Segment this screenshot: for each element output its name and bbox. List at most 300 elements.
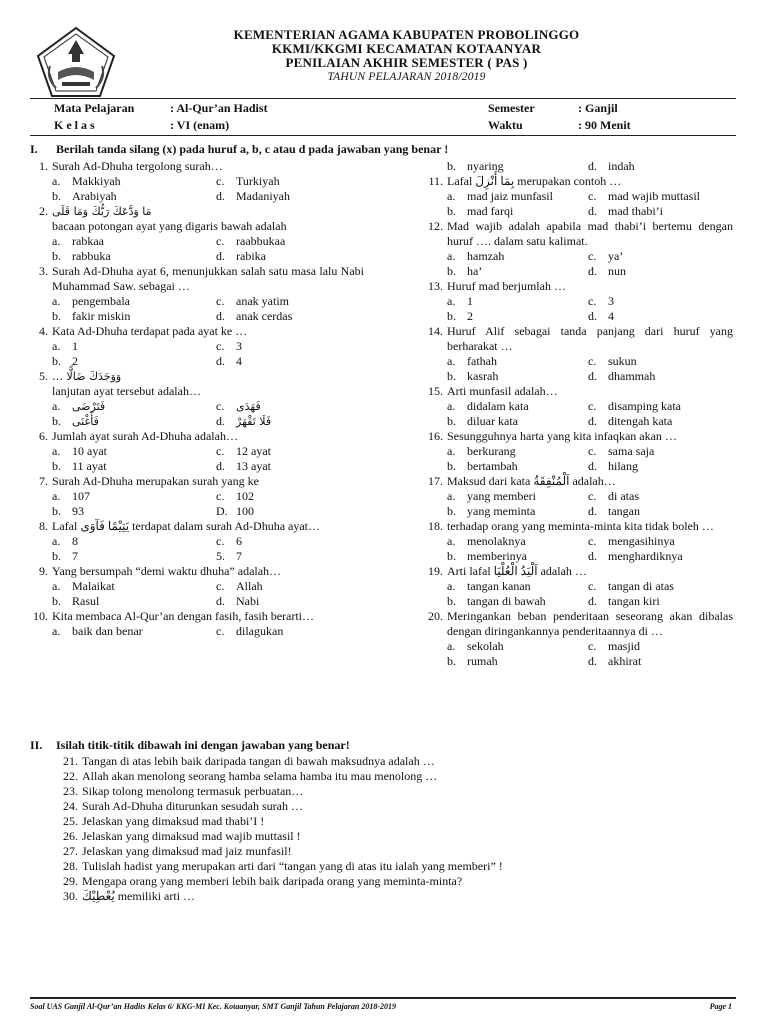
answer-options-row xyxy=(425,489,733,504)
section-1-title: Berilah tanda silang (x) pada huruf a, b, c atau d pada jawaban yang benar ! xyxy=(56,142,449,156)
question xyxy=(30,369,364,399)
option-letter: b. xyxy=(52,354,61,368)
answer-options-row xyxy=(30,459,364,474)
question xyxy=(30,324,364,339)
question xyxy=(30,204,364,234)
option-letter: a. xyxy=(447,639,456,653)
arabic-verse: … وَوَجَدَكَ ضَالًّا xyxy=(52,370,122,383)
option-letter: b. xyxy=(447,264,456,278)
question xyxy=(425,219,733,249)
option-letter: a. xyxy=(447,189,456,203)
option-letter: b. xyxy=(52,504,61,518)
option-letter: d. xyxy=(216,414,225,428)
option-letter: a. xyxy=(52,534,61,548)
option-letter: d. xyxy=(216,459,225,473)
option-letter: a. xyxy=(447,249,456,263)
question-number: 27. xyxy=(63,844,78,858)
option-text: Turkiyah xyxy=(236,174,280,188)
essay-question xyxy=(30,754,503,769)
option-text: memberinya xyxy=(467,549,527,563)
option-letter: d. xyxy=(588,204,597,218)
option-letter: a. xyxy=(52,234,61,248)
option-text: anak cerdas xyxy=(236,309,293,323)
semester-label: Semester xyxy=(488,101,535,115)
question-text: Surah Ad-Dhuha ayat 6, menunjukkan salah satu masa lalu Nabi Muhammad Saw. sebagai … xyxy=(52,264,364,293)
option-letter: b. xyxy=(447,504,456,518)
option-letter: c. xyxy=(588,249,597,263)
essay-question xyxy=(30,889,503,904)
question xyxy=(30,474,364,489)
option-letter: c. xyxy=(588,489,597,503)
option-letter: c. xyxy=(216,624,225,638)
option-letter: d. xyxy=(588,309,597,323)
option-text: Makkiyah xyxy=(72,174,121,188)
subject-label: Mata Pelajaran xyxy=(54,101,135,115)
essay-question xyxy=(30,814,503,829)
answer-options-row xyxy=(425,369,733,384)
essay-question xyxy=(30,769,503,784)
option-text: berkurang xyxy=(467,444,516,458)
option-letter: d. xyxy=(588,264,597,278)
option-letter: c. xyxy=(588,444,597,458)
answer-options-row xyxy=(30,504,364,519)
questions-right-column xyxy=(425,159,733,669)
option-text: yang meminta xyxy=(467,504,536,518)
option-letter: b. xyxy=(52,309,61,323)
option-letter: a. xyxy=(447,354,456,368)
question-text: Huruf Alif sebagai tanda panjang dari huruf yang berharakat … xyxy=(447,324,733,353)
option-text: 2 xyxy=(467,309,473,323)
question xyxy=(30,564,364,579)
answer-options-row xyxy=(425,534,733,549)
option-text: tangan kanan xyxy=(467,579,531,593)
answer-options-row xyxy=(425,354,733,369)
question-text: Meringankan beban penderitaan seseorang akan dibalas dengan diringankannya penderitaannya di … xyxy=(447,609,733,638)
answer-options-row xyxy=(30,354,364,369)
question xyxy=(425,324,733,354)
question-text: Jelaskan yang dimaksud mad thabi’I ! xyxy=(82,814,265,828)
option-text: 10 ayat xyxy=(72,444,107,458)
option-text: indah xyxy=(608,159,635,173)
option-letter: c. xyxy=(588,639,597,653)
option-text: baik dan benar xyxy=(72,624,143,638)
question-text: Mad wajib adalah apabila mad thabi’i bertemu dengan huruf …. dalam satu kalimat. xyxy=(447,219,733,248)
question-number: 5. xyxy=(39,369,48,383)
option-text: mad jaiz munfasil xyxy=(467,189,553,203)
questions-left-column xyxy=(30,159,364,639)
essay-question xyxy=(30,859,503,874)
option-letter: b. xyxy=(447,654,456,668)
answer-options-row xyxy=(30,444,364,459)
option-text: sama saja xyxy=(608,444,655,458)
option-letter: a. xyxy=(52,294,61,308)
option-text: Madaniyah xyxy=(236,189,290,203)
option-letter: c. xyxy=(216,444,225,458)
answer-options-row xyxy=(425,549,733,564)
option-letter: c. xyxy=(216,234,225,248)
option-text: 102 xyxy=(236,489,254,503)
answer-options-row xyxy=(425,654,733,669)
option-text: yang memberi xyxy=(467,489,536,503)
subject-value: : Al-Qur’an Hadist xyxy=(170,101,268,115)
answer-options-row xyxy=(425,579,733,594)
option-text: ditengah kata xyxy=(608,414,673,428)
option-letter: a. xyxy=(52,579,61,593)
exam-header xyxy=(0,28,768,84)
option-text: tangan di bawah xyxy=(467,594,546,608)
header-line-exam: PENILAIAN AKHIR SEMESTER ( PAS ) xyxy=(285,55,528,70)
option-letter: 5. xyxy=(216,549,225,563)
answer-options-row xyxy=(30,309,364,324)
question-text: Lafal بِمَا أَنْزِلَ merupakan contoh … xyxy=(447,174,622,188)
option-text: فَأَغْنَى xyxy=(72,415,99,428)
question-text: Arti lafal اَلْيَدُ الْعُلْيَا adalah … xyxy=(447,564,587,578)
question-text: Tulislah hadist yang merupakan arti dari “tangan yang di atas itu ialah yang memberi” ! xyxy=(82,859,503,873)
question-number: 1. xyxy=(39,159,48,173)
question xyxy=(425,519,733,534)
answer-options-row xyxy=(425,309,733,324)
question-number: 12. xyxy=(428,219,443,233)
essay-question xyxy=(30,829,503,844)
option-text: 93 xyxy=(72,504,84,518)
option-text: sekolah xyxy=(467,639,504,653)
option-letter: a. xyxy=(52,174,61,188)
option-letter: d. xyxy=(588,159,597,173)
option-letter: c. xyxy=(588,354,597,368)
option-text: 6 xyxy=(236,534,242,548)
option-text: di atas xyxy=(608,489,639,503)
header-line-ministry: KEMENTERIAN AGAMA KABUPATEN PROBOLINGGO xyxy=(233,27,580,42)
option-letter: b. xyxy=(447,459,456,473)
answer-options-row xyxy=(425,594,733,609)
answer-options-row xyxy=(30,489,364,504)
question-number: 24. xyxy=(63,799,78,813)
question-text: Kita membaca Al-Qur’an dengan fasih, fasih berarti… xyxy=(52,609,315,623)
option-text: fathah xyxy=(467,354,497,368)
answer-options-row xyxy=(30,549,364,564)
option-letter: b. xyxy=(52,189,61,203)
option-letter: b. xyxy=(447,204,456,218)
option-letter: c. xyxy=(588,399,597,413)
question xyxy=(425,384,733,399)
option-text: tangan di atas xyxy=(608,579,674,593)
answer-options-row xyxy=(425,459,733,474)
option-letter: a. xyxy=(52,624,61,638)
option-letter: d. xyxy=(588,594,597,608)
option-letter: a. xyxy=(447,489,456,503)
option-text: nun xyxy=(608,264,626,278)
option-text: mad thabi’i xyxy=(608,204,663,218)
option-text: Rasul xyxy=(72,594,100,608)
option-text: ya’ xyxy=(608,249,624,263)
option-text: 100 xyxy=(236,504,254,518)
time-label: Waktu xyxy=(488,118,523,132)
class-value: : VI (enam) xyxy=(170,118,230,132)
answer-options-row xyxy=(425,414,733,429)
answer-options-row xyxy=(425,294,733,309)
option-text: rabika xyxy=(236,249,266,263)
option-text: 4 xyxy=(608,309,614,323)
question-number: 13. xyxy=(428,279,443,293)
question xyxy=(30,519,364,534)
option-letter: a. xyxy=(447,294,456,308)
option-text: didalam kata xyxy=(467,399,529,413)
option-text: raabbukaa xyxy=(236,234,286,248)
option-text: dilagukan xyxy=(236,624,284,638)
option-text: 13 ayat xyxy=(236,459,271,473)
option-letter: d. xyxy=(216,189,225,203)
meta-divider xyxy=(30,135,736,136)
section-2-number: II. xyxy=(30,738,43,752)
option-letter: a. xyxy=(447,534,456,548)
option-text: 4 xyxy=(236,354,242,368)
option-letter: c. xyxy=(216,339,225,353)
option-letter: d. xyxy=(216,249,225,263)
question xyxy=(30,609,364,624)
option-letter: d. xyxy=(216,594,225,608)
question-number: 15. xyxy=(428,384,443,398)
question-text: Surah Ad-Dhuha tergolong surah… xyxy=(52,159,223,173)
question-number: 18. xyxy=(428,519,443,533)
question-text: lanjutan ayat tersebut adalah… xyxy=(52,384,201,398)
question-number: 6. xyxy=(39,429,48,443)
question xyxy=(425,474,733,489)
option-letter: c. xyxy=(588,534,597,548)
option-text: masjid xyxy=(608,639,640,653)
question xyxy=(30,264,364,294)
question-number: 10. xyxy=(33,609,48,623)
option-letter: c. xyxy=(216,294,225,308)
question-number: 8. xyxy=(39,519,48,533)
question-text: Sikap tolong menolong termasuk perbuatan… xyxy=(82,784,304,798)
option-letter: b. xyxy=(447,309,456,323)
option-letter: d. xyxy=(588,549,597,563)
option-text: fakir miskin xyxy=(72,309,131,323)
question-number: 16. xyxy=(428,429,443,443)
option-text: hamzah xyxy=(467,249,505,263)
option-text: 3 xyxy=(608,294,614,308)
question-text: Kata Ad-Dhuha terdapat pada ayat ke … xyxy=(52,324,248,338)
option-letter: b. xyxy=(447,594,456,608)
option-letter: c. xyxy=(588,579,597,593)
option-letter: b. xyxy=(447,369,456,383)
option-letter: d. xyxy=(588,459,597,473)
question-number: 9. xyxy=(39,564,48,578)
option-text: kasrah xyxy=(467,369,499,383)
option-letter: a. xyxy=(447,399,456,413)
option-letter: c. xyxy=(216,579,225,593)
option-text: 11 ayat xyxy=(72,459,107,473)
answer-options-row xyxy=(425,504,733,519)
answer-options-row xyxy=(30,579,364,594)
option-text: hilang xyxy=(608,459,638,473)
option-text: menghardiknya xyxy=(608,549,683,563)
question-number: 26. xyxy=(63,829,78,843)
option-letter: c. xyxy=(588,189,597,203)
question-text: Jelaskan yang dimaksud mad wajib muttasil ! xyxy=(82,829,301,843)
answer-options-row xyxy=(425,264,733,279)
question-number: 7. xyxy=(39,474,48,488)
essay-question xyxy=(30,799,503,814)
section-1-number: I. xyxy=(30,142,38,156)
option-text: bertambah xyxy=(467,459,518,473)
question xyxy=(425,174,733,189)
question-text: bacaan potongan ayat yang digaris bawah adalah xyxy=(52,219,287,233)
option-text: ha’ xyxy=(467,264,483,278)
time-value: : 90 Menit xyxy=(578,118,631,132)
question-text: Surah Ad-Dhuha merupakan surah yang ke xyxy=(52,474,259,488)
option-text: pengembala xyxy=(72,294,130,308)
footer-text: Soal UAS Ganjil Al-Qur’an Hadits Kelas 6/ KKG-MI Kec. Kotaanyar, SMT Ganjil Tahun Pelajaran 2018-2019 xyxy=(30,1002,396,1011)
question-text: Sesungguhnya harta yang kita infaqkan akan … xyxy=(447,429,677,443)
question xyxy=(425,279,733,294)
option-text: akhirat xyxy=(608,654,642,668)
option-letter: d. xyxy=(588,369,597,383)
answer-options-row xyxy=(425,399,733,414)
option-letter: d. xyxy=(216,354,225,368)
option-text: 12 ayat xyxy=(236,444,271,458)
option-text: menolaknya xyxy=(467,534,526,548)
option-text: dhammah xyxy=(608,369,656,383)
question-number: 3. xyxy=(39,264,48,278)
question xyxy=(425,564,733,579)
page-number: Page 1 xyxy=(709,1002,732,1011)
option-letter: b. xyxy=(447,549,456,563)
option-text: 8 xyxy=(72,534,78,548)
option-text: Allah xyxy=(236,579,263,593)
question-text: Huruf mad berjumlah … xyxy=(447,279,566,293)
answer-options-row xyxy=(425,204,733,219)
option-text: Malaikat xyxy=(72,579,115,593)
option-letter: d. xyxy=(588,414,597,428)
option-text: nyaring xyxy=(467,159,504,173)
option-letter: a. xyxy=(52,399,61,413)
answer-options-row xyxy=(30,534,364,549)
question-text: Jelaskan yang dimaksud mad jaiz munfasil! xyxy=(82,844,292,858)
question-number: 17. xyxy=(428,474,443,488)
option-letter: b. xyxy=(52,414,61,428)
option-letter: c. xyxy=(216,489,225,503)
question-text: terhadap orang yang meminta-minta kita tidak boleh … xyxy=(447,519,714,533)
section-2-title: Isilah titik-titik dibawah ini dengan jawaban yang benar! xyxy=(56,738,350,752)
essay-question xyxy=(30,874,503,889)
semester-value: : Ganjil xyxy=(578,101,618,115)
option-text: 1 xyxy=(72,339,78,353)
option-text: mad wajib muttasil xyxy=(608,189,700,203)
option-letter: a. xyxy=(447,579,456,593)
essay-questions xyxy=(30,754,503,904)
essay-question xyxy=(30,784,503,799)
option-text: disamping kata xyxy=(608,399,681,413)
option-letter: c. xyxy=(588,294,597,308)
question-text: Lafal يَتِيْمًا فَآوَى terdapat dalam surah Ad-Dhuha ayat… xyxy=(52,519,321,533)
question-text: Yang bersumpah “demi waktu dhuha” adalah… xyxy=(52,564,282,578)
answer-options-row xyxy=(30,399,364,414)
option-text: anak yatim xyxy=(236,294,289,308)
answer-options-row xyxy=(30,624,364,639)
question xyxy=(425,609,733,639)
answer-options-row xyxy=(30,189,364,204)
question-number: 4. xyxy=(39,324,48,338)
essay-question xyxy=(30,844,503,859)
question-text: Maksud dari kata اَلْمُنْفِقَةُ adalah… xyxy=(447,474,616,488)
question-text: Allah akan menolong seorang hamba selama hamba itu mau menolong … xyxy=(82,769,438,783)
answer-options-row xyxy=(30,174,364,189)
option-letter: a. xyxy=(52,489,61,503)
answer-options-row xyxy=(30,249,364,264)
option-text: 1 xyxy=(467,294,473,308)
option-letter: c. xyxy=(216,399,225,413)
header-line-kkmi: KKMI/KKGMI KECAMATAN KOTAANYAR xyxy=(271,41,542,56)
option-letter: c. xyxy=(216,534,225,548)
option-letter: b. xyxy=(447,159,456,173)
option-text: فَهَدَى xyxy=(236,400,261,413)
answer-options-row xyxy=(425,444,733,459)
question-number: 29. xyxy=(63,874,78,888)
question-number: 11. xyxy=(428,174,443,188)
option-letter: a. xyxy=(52,339,61,353)
answer-options-row xyxy=(30,294,364,309)
option-text: tangan xyxy=(608,504,640,518)
answer-options-row xyxy=(30,339,364,354)
option-text: Nabi xyxy=(236,594,260,608)
footer-divider xyxy=(30,997,736,999)
option-text: 7 xyxy=(72,549,78,563)
question-number: 19. xyxy=(428,564,443,578)
question-number: 21. xyxy=(63,754,78,768)
question-text: Tangan di atas lebih baik daripada tangan di bawah maksudnya adalah … xyxy=(82,754,435,768)
option-letter: b. xyxy=(52,549,61,563)
question-text: Mengapa orang yang memberi lebih baik daripada orang yang meminta-minta? xyxy=(82,874,463,888)
question-number: 2. xyxy=(39,204,48,218)
answer-options-row xyxy=(425,159,733,174)
answer-options-row xyxy=(425,639,733,654)
option-text: 7 xyxy=(236,549,242,563)
question-number: 14. xyxy=(428,324,443,338)
question-text: Jumlah ayat surah Ad-Dhuha adalah… xyxy=(52,429,238,443)
header-divider xyxy=(30,98,736,99)
question-number: 20. xyxy=(428,609,443,623)
option-letter: a. xyxy=(447,444,456,458)
option-letter: b. xyxy=(447,414,456,428)
option-text: rabbuka xyxy=(72,249,111,263)
option-text: mengasihinya xyxy=(608,534,675,548)
option-letter: a. xyxy=(52,444,61,458)
question-number: 30. xyxy=(63,889,78,903)
option-letter: d. xyxy=(216,309,225,323)
option-text: 3 xyxy=(236,339,242,353)
class-label: K e l a s xyxy=(54,118,95,132)
question-number: 23. xyxy=(63,784,78,798)
option-letter: D. xyxy=(216,504,228,518)
question xyxy=(30,159,364,174)
question xyxy=(30,429,364,444)
answer-options-row xyxy=(30,414,364,429)
header-line-year: TAHUN PELAJARAN 2018/2019 xyxy=(327,71,486,83)
answer-options-row xyxy=(425,249,733,264)
arabic-verse: مَا وَدَّعَكَ رَبُّكَ وَمَا قَلَى xyxy=(52,205,152,218)
question-text: Arti munfasil adalah… xyxy=(447,384,558,398)
question-text: Surah Ad-Dhuha diturunkan sesudah surah … xyxy=(82,799,303,813)
answer-options-row xyxy=(30,594,364,609)
answer-options-row xyxy=(425,189,733,204)
option-letter: b. xyxy=(52,594,61,608)
option-letter: c. xyxy=(216,174,225,188)
question-text: يُعْطِيْكَ memiliki arti … xyxy=(82,889,196,903)
option-text: فَلَا تَقْهَرْ xyxy=(236,415,272,428)
question-number: 22. xyxy=(63,769,78,783)
option-text: فَتَرْضَى xyxy=(72,400,106,413)
